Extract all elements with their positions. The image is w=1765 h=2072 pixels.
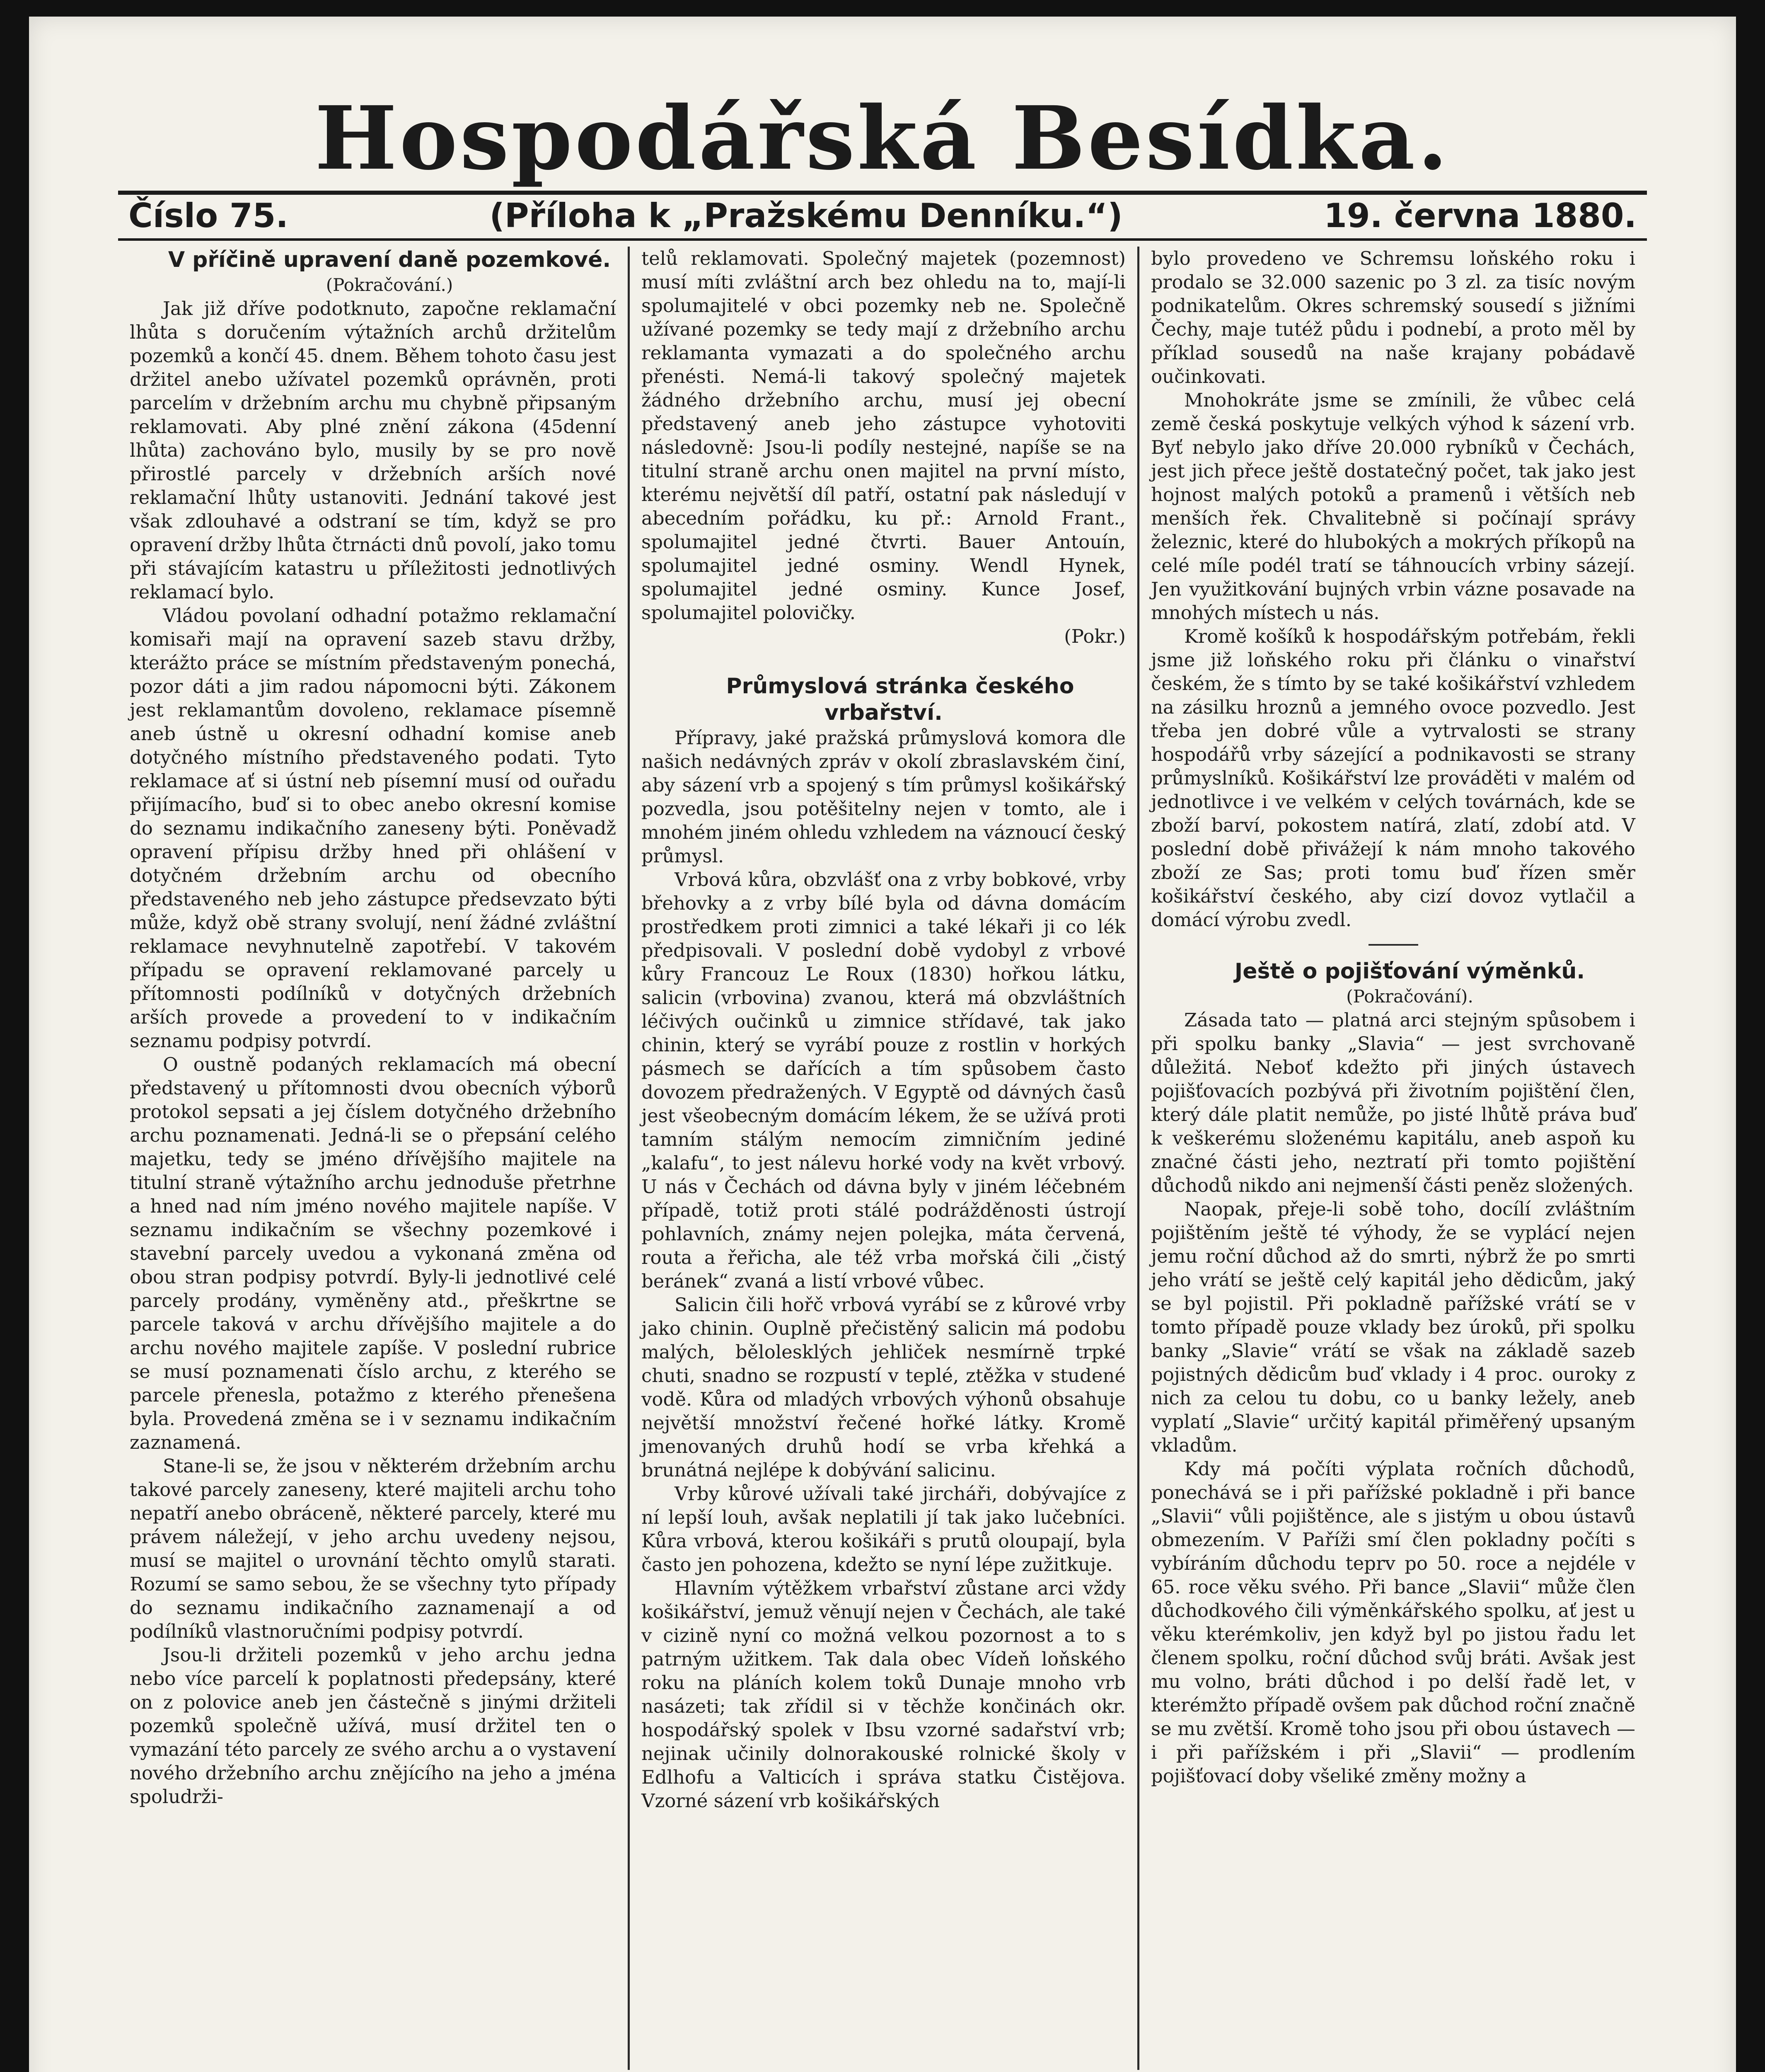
continued-note: (Pokr.) bbox=[1064, 625, 1126, 647]
paragraph: Jak již dříve podotknuto, započne reklamační lhůta s doručením výtažních archů držitelům pozemků a končí 45. dnem. Během tohoto času jest držitel anebo užívatel pozemků oprávněn, proti parcelím v držebním archu mu chybně připsaným reklamovati. Aby plné znění zákona (45denní lhůta) zachováno bylo, musily by se pro nově přirostlé parcely v držebních arších nové reklamační lhůty ustanoviti. Jednání takové jest však zdlouhavé a odstraní se tím, když se pro opravení držby lhůta čtrnácti dnů povolí, jako tomu při stávajícím katastru u příležitosti jednotlivých reklamací bylo. bbox=[130, 298, 616, 603]
column-2 bbox=[628, 247, 1137, 2070]
article-title: Průmyslová stránka českého vrbařství. bbox=[726, 674, 1074, 725]
paragraph: Vrbová kůra, obzvlášť ona z vrby bobkové, vrby břehovky a z vrby bílé byla od dávna domácím prostředkem proti zimnici a také lékaři ji co lék předpisovali. V poslední době vydobyl z vrbové kůry Francouz Le Roux (1830) hořkou látku, salicin (vrbovina) zvanou, která má obzvláštních léčivých oučinků u zimnice střídavé, tak jako chinin, který se vyrábí pouze z rostlin v horkých pásmech se dařících a tím spůsobem často dovozem předražených. V Egyptě od dávných časů jest všeobecným domácím lékem, že se užívá proti tamním stálým nemocím zimničním jediné „kalafu“, to jest nálevu horké vody na květ vrbový. U nás v Čechách od dávna byly v jiném léčebném případě, totiž proti stálé podrážděnosti ústrojí pohlavních, známy nejen polejka, máta červená, routa a řeřicha, ale též vrba mořská čili „čistý beránek“ zvaná a listí vrbové vůbec. bbox=[641, 869, 1126, 1292]
article-title: Ještě o pojišťování výměnků. bbox=[1234, 959, 1585, 984]
paragraph: Přípravy, jaké pražská průmyslová komora dle našich nedávných zpráv v okolí zbraslavském činí, aby sázení vrb a spojený s tím průmysl košikářský pozvedla, jsou potěšitelny nejen v tomto, ale i mnohém jiném ohledu vzhledem na váznoucí český průmysl. bbox=[641, 727, 1126, 867]
paragraph: Hlavním výtěžkem vrbařství zůstane arci vždy košikářství, jemuž věnují nejen v Čechách, ale také v cizině nyní co možná velkou pozornost a to s patrným užitkem. Tak dala obec Vídeň loňského roku na pláních kolem toků Dunaje mnoho vrb nasázeti; tak zřídil si v těchže končinách okr. hospodářský spolek v Ibsu vzorné sadařství vrb; nejinak učinily dolnorakouské rolnické školy v Edlhofu a Valticích i správa statku Čistějova. Vzorné sázení vrb košikářských bbox=[641, 1577, 1126, 1812]
text-columns bbox=[118, 247, 1647, 2070]
paragraph: telů reklamovati. Společný majetek (pozemnost) musí míti zvláštní arch bez ohledu na to, mají-li spolumajitelé v obci pozemky neb ne. Společně užívané pozemky se tedy mají z držebního archu reklamanta vymazati a do společného archu přenésti. Nemá-li takový společný majetek žádného držebního archu, musí jej obecní představený aneb jeho zástupce vyhotoviti následovně: Jsou-li podíly nestejné, napíše se na titulní straně archu onen majitel na první místo, kterému největší díl patří, ostatní pak následují v abecedním pořádku, ku př.: Arnold Frant., spolumajitel jedné čtvrti. Bauer Antouín, spolumajitel jedné osminy. Wendl Hynek, spolumajitel jedné osminy. Kunce Josef, spolumajitel polovičky. bbox=[641, 247, 1126, 624]
paragraph: Zásada tato — platná arci stejným spůsobem i při spolku banky „Slavia“ — jest svrchovaně důležitá. Neboť kdežto při jiných ústavech pojišťovacích pozbývá při životním pojištění člen, který dále platit nemůže, po jisté lhůtě práva buď k veškerému složenému kapitálu, aneb aspoň ku značné části jeho, neztratí při tomto pojištění důchodů nikdo ani nejmenší části peněz složených. bbox=[1151, 1009, 1635, 1196]
newspaper-page bbox=[29, 17, 1736, 2072]
issue-line bbox=[128, 195, 1637, 236]
issue-supplement: (Příloha k „Pražskému Denníku.“) bbox=[489, 196, 1123, 235]
spacer bbox=[641, 648, 1126, 673]
paragraph: O oustně podaných reklamacích má obecní představený u přítomnosti dvou obecních výborů protokol sepsati a jej číslem dotyčného držebního archu poznamenati. Jedná-li se o přepsání celého majetku, tedy se jméno dřívějšího majitele na titulní straně výtažního archu jednoduše přetrhne a hned nad ním jméno nového majitele napíše. V seznamu indikačním se všechny pozemkové i stavební parcely uvedou a vykonaná změna od obou stran podpisy potvrdí. Byly-li jednotlivé celé parcely prodány, vyměněny atd., přeškrtne se parcele taková v archu dřívějšího majitele a do archu nového majitele zapíše. V poslední rubrice se musí poznamenati číslo archu, z kterého se parcele přenesla, potažmo z kterého přenešena byla. Provedená změna se i v seznamu indikačním zaznamená. bbox=[130, 1053, 616, 1453]
article-subtitle: (Pokračování.) bbox=[326, 275, 453, 295]
paragraph: Naopak, přeje-li sobě toho, docílí zvláštním pojištěním ještě té výhody, že se vyplácí nejen jemu roční důchod až do smrti, nýbrž že po smrti jeho vrátí se ještě celý kapitál jeho dědicům, jaký se byl pojistil. Při pokladně pařížské vrátí se v tomto případě pouze vklady bez úroků, při spolku banky „Slavie“ vrátí se však na základě sazeb pojistných dědicům buď vklady i 4 proc. ouroky z nich za celou tu dobu, co u banky ležely, aneb vyplatí „Slavie“ určitý kapitál přiměřený upsaným vkladům. bbox=[1151, 1198, 1635, 1456]
article-title: V příčině upravení daně pozemkové. bbox=[168, 247, 611, 272]
article-subtitle: (Pokračování). bbox=[1346, 986, 1473, 1007]
paragraph: Kromě košíků k hospodářským potřebám, řekli jsme již loňského roku při článku o vinařství českém, že s tímto by se také košikářství vzhledem na zásilku hroznů a jemného ovoce pozvedlo. Jest třeba jen dobré vůle a vytrvalosti se strany hospodářů vrby sázející a podnikavosti se strany průmyslníků. Košikářství lze prováděti v malém od jednotlivce i ve velkém v celých továrnách, kde se zboží barví, pokostem natírá, zlatí, zdobí atd. V poslední době přivážejí k nám mnoho takového zboží ze Sas; proti tomu buď řízen směr košikářství českého, aby cizí dovoz vytlačil a domácí výrobu zvedl. bbox=[1151, 625, 1635, 931]
paragraph: Stane-li se, že jsou v některém držebním archu takové parcely zaneseny, které majiteli archu toho nepatří anebo obráceně, některé parcely, které mu právem náležejí, v jeho archu uvedeny nejsou, musí se majitel o urovnání těchto omylů starati. Rozumí se samo sebou, že se všechny tyto případy do seznamu indikačního zaznamenají a od podílníků vlastnoručními podpisy potvrdí. bbox=[130, 1455, 616, 1642]
masthead-rule-bottom bbox=[118, 238, 1647, 241]
paragraph: Vládou povolaní odhadní potažmo reklamační komisaři mají na opravení sazeb stavu držby, kterážto práce se místním představeným ponechá, pozor dáti a jim radou nápomocni býti. Zákonem jest reklamantům dovoleno, reklamace písemně aneb ústně u okresní odhadní komise aneb dotyčného místního představeného podati. Tyto reklamace ať si ústní neb písemní musí od ouřadu přijímacího, buď si to obec anebo okresní komise do seznamu indikačního zaneseny býti. Poněvadž opravení přípisu držby hned při ohlášení v dotyčném držebním archu od obecního představeného neb jeho zástupce předsevzato býti může, když obě strany svolují, není žádné zvláštní reklamace nevyhnutelně zapotřebí. V takovém případu se opravení reklamované parcely u přítomnosti podílníků v dotyčných držebních arších provede a provedení to v indikačním seznamu podpisy potvrdí. bbox=[130, 605, 616, 1052]
column-3 bbox=[1137, 247, 1647, 2070]
article-separator bbox=[1368, 944, 1418, 946]
masthead-rule-top bbox=[118, 191, 1647, 195]
paragraph: Vrby kůrové užívali také jircháři, dobývajíce z ní lepší louh, avšak neplatili jí tak jako lučebníci. Kůra vrbová, kterou košikáři s prutů oloupají, byla často jen pohozena, kdežto se nyní lépe zužitkuje. bbox=[641, 1483, 1126, 1576]
issue-date: 19. června 1880. bbox=[1324, 196, 1637, 235]
paragraph: Jsou-li držiteli pozemků v jeho archu jedna nebo více parcelí k poplatnosti předepsány, které on z polovice aneb jen částečně s jinými držiteli pozemků společně užívá, musí držitel ten o vymazání této parcely ze svého archu a o vystavení nového držebního archu znějícího na jeho a jména spoludrži- bbox=[130, 1644, 616, 1808]
paragraph: Kdy má počíti výplata ročních důchodů, ponechává se i při pařížské pokladně i při bance „Slavii“ vůli pojištěnce, ale s jistým u obou ústavů obmezením. V Paříži smí člen pokladny počíti s vybíráním důchodu teprv po 50. roce a nejdéle v 65. roce věku svého. Při bance „Slavii“ může člen důchodkového čili výměnkářského spolku, ať jest u věku kterémkoliv, jen když byl po jistou řadu let členem spolku, roční důchod svůj bráti. Avšak jest mu volno, bráti důchod i po delší řadě let, v kterémžto případě ovšem pak důchod roční značně se mu zvětší. Kromě toho jsou při obou ústavech — i při pařížském i při „Slavii“ — prodlením pojišťovací doby všeliké změny možny a bbox=[1151, 1458, 1635, 1787]
paragraph: Mnohokráte jsme se zmínili, že vůbec celá země česká poskytuje velkých výhod k sázení vrb. Byť nebylo jako dříve 20.000 rybníků v Čechách, jest jich přece ještě dostatečný počet, tak jako jest hojnost malých potoků a pramenů i větších neb menších řek. Chvalitebně si počínají správy železnic, které do hlubokých a mokrých příkopů na celé míle podél tratí se táhnoucích vrbiny sázejí. Jen využitkování bujných vrbin vázne posavade na mnohých místech u nás. bbox=[1151, 389, 1635, 624]
issue-number: Číslo 75. bbox=[128, 196, 288, 235]
paragraph: Salicin čili hořč vrbová vyrábí se z kůrové vrby jako chinin. Ouplně přečistěný salicin má podobu malých, bělolesklých jehliček nesmírně trpké chuti, snadno se rozpustí v teplé, ztěžka v studené vodě. Kůra od mladých vrbových výhonů obsahuje největší množství řečené hořké látky. Kromě jmenovaných druhů hodí se vrba křehká a brunátná nejlépe k dobývání salicinu. bbox=[641, 1294, 1126, 1481]
masthead-title: Hospodářská Besídka. bbox=[314, 87, 1451, 189]
column-1 bbox=[118, 247, 628, 2070]
paragraph: bylo provedeno ve Schremsu loňského roku i prodalo se 32.000 sazenic po 3 zl. za tisíc novým podnikatelům. Okres schremský sousedí s jižními Čechy, maje tutéž půdu i podnebí, a proto měl by příklad sousedů na naše krajany pobádavě oučinkovati. bbox=[1151, 247, 1635, 387]
